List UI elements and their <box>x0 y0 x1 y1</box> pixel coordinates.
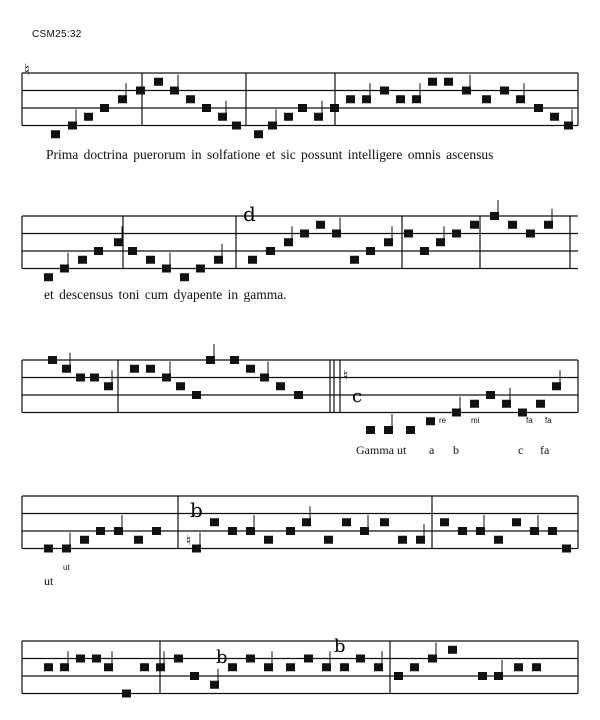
note-head <box>526 230 535 238</box>
note-head <box>356 655 365 663</box>
note-head <box>276 382 285 390</box>
note-head <box>298 104 307 112</box>
note-head <box>350 256 359 264</box>
note-head <box>51 130 60 138</box>
note-head <box>470 221 479 229</box>
label-gamma-ut: Gamma ut <box>356 443 407 457</box>
note-head <box>84 113 93 121</box>
text-line-1: Prima doctrina puerorum in solfatione et sic possunt intelligere omnis ascensus <box>46 147 494 162</box>
note-head <box>458 527 467 535</box>
note-head <box>452 230 461 238</box>
note-head <box>286 663 295 671</box>
syllable-ut: ut <box>63 563 70 572</box>
clef-sign: ♮ <box>24 60 30 79</box>
note-head <box>404 230 413 238</box>
clef-sign: ♮ <box>343 368 349 384</box>
label-c: c <box>518 443 524 457</box>
note-head <box>80 536 89 544</box>
clef-sign: d <box>243 202 256 226</box>
note-head <box>202 104 211 112</box>
note-head <box>96 527 105 535</box>
note-head <box>548 527 557 535</box>
note-head <box>246 365 255 373</box>
note-head <box>146 365 155 373</box>
note-head <box>146 256 155 264</box>
note-head <box>232 122 241 130</box>
note-head <box>440 518 449 526</box>
note-head <box>534 104 543 112</box>
label-a: a <box>429 443 435 457</box>
note-head <box>294 391 303 399</box>
note-head <box>130 365 139 373</box>
note-head <box>48 356 57 364</box>
note-head <box>562 545 571 553</box>
clef-sign: b <box>334 636 346 657</box>
clef-sign: b <box>216 647 228 668</box>
note-head <box>448 646 457 654</box>
note-head <box>92 655 101 663</box>
note-head <box>94 247 103 255</box>
note-head <box>512 518 521 526</box>
note-head <box>134 536 143 544</box>
note-head <box>304 655 313 663</box>
clef-sign: b <box>190 498 203 522</box>
note-head <box>380 87 389 95</box>
note-head <box>154 78 163 86</box>
note-head <box>136 87 145 95</box>
note-head <box>44 273 53 281</box>
note-head <box>366 247 375 255</box>
note-head <box>266 247 275 255</box>
note-head <box>76 655 85 663</box>
label-ut: ut <box>44 574 54 588</box>
clef-sign: ♮ <box>186 533 192 549</box>
note-head <box>90 374 99 382</box>
note-head <box>44 545 53 553</box>
note-head <box>152 527 161 535</box>
note-head <box>342 518 351 526</box>
note-head <box>394 672 403 680</box>
note-head <box>486 391 495 399</box>
note-head <box>420 247 429 255</box>
note-head <box>366 426 375 434</box>
note-head <box>428 78 437 86</box>
note-head <box>196 265 205 273</box>
note-head <box>174 655 183 663</box>
note-head <box>494 536 503 544</box>
note-head <box>340 663 349 671</box>
note-head <box>140 663 149 671</box>
manuscript-reference: CSM25:32 <box>32 29 82 40</box>
note-head <box>300 230 309 238</box>
note-head <box>478 672 487 680</box>
note-head <box>246 655 255 663</box>
note-head <box>78 256 87 264</box>
syllable-mi: mi <box>471 416 480 425</box>
note-head <box>76 374 85 382</box>
note-head <box>532 663 541 671</box>
note-head <box>482 95 491 103</box>
note-head <box>406 426 415 434</box>
note-head <box>470 400 479 408</box>
note-head <box>316 221 325 229</box>
note-head <box>284 113 293 121</box>
syllable-fa-2: fa <box>545 416 552 425</box>
note-head <box>396 95 405 103</box>
note-head <box>128 247 137 255</box>
note-head <box>228 663 237 671</box>
note-head <box>192 391 201 399</box>
clef-sign: c <box>352 386 363 407</box>
note-head <box>444 78 453 86</box>
note-head <box>324 536 333 544</box>
note-head <box>500 87 509 95</box>
note-head <box>346 95 355 103</box>
note-head <box>228 527 237 535</box>
text-line-2: et descensus toni cum dyapente in gamma. <box>44 287 287 302</box>
note-head <box>44 663 53 671</box>
note-head <box>536 400 545 408</box>
syllable-re: re <box>439 416 447 425</box>
label-fa: fa <box>540 443 550 457</box>
note-head <box>508 221 517 229</box>
note-head <box>514 663 523 671</box>
note-head <box>426 417 435 425</box>
note-head <box>180 273 189 281</box>
note-head <box>398 536 407 544</box>
note-head <box>286 527 295 535</box>
note-head <box>380 518 389 526</box>
note-head <box>410 663 419 671</box>
note-head <box>210 518 219 526</box>
note-head <box>230 356 239 364</box>
note-head <box>190 672 199 680</box>
note-head <box>550 113 559 121</box>
syllable-fa-1: fa <box>526 416 533 425</box>
note-head <box>264 536 273 544</box>
note-head <box>100 104 109 112</box>
note-head <box>186 95 195 103</box>
note-head <box>330 104 339 112</box>
label-b: b <box>453 443 459 457</box>
note-head <box>254 130 263 138</box>
note-head <box>122 690 131 698</box>
note-head <box>248 256 257 264</box>
note-head <box>176 382 185 390</box>
